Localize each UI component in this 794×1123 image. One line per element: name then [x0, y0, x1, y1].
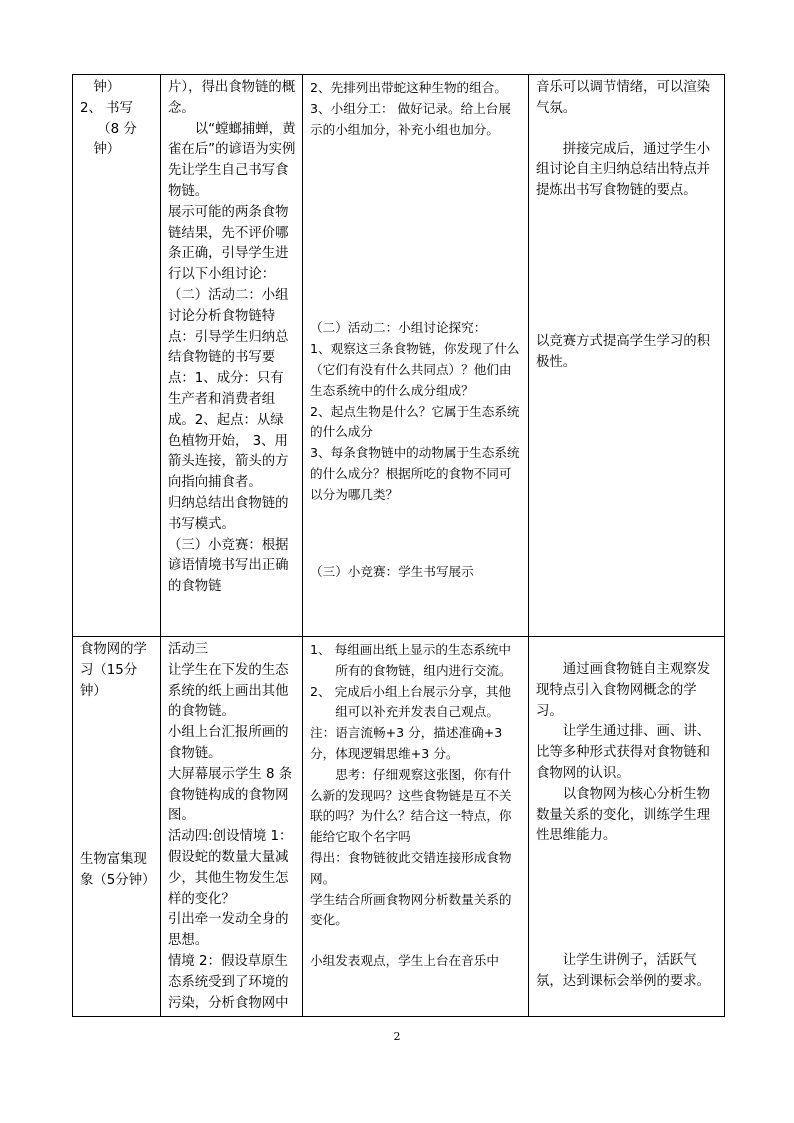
teacher-text: 活动三 — [168, 642, 209, 657]
design-intent-cell — [529, 637, 725, 1017]
intent-text: 让学生讲例子，活跃气氛，达到课标会举例的要求。 — [536, 953, 711, 989]
student-text: （二）活动二：小组讨论探究： — [310, 320, 487, 336]
student-text: 得出：食物链彼此交错连接形成食物网。 — [310, 849, 512, 886]
stage-text: 钟） — [93, 142, 121, 158]
stage-cell — [73, 637, 161, 1017]
teacher-activity-cell — [161, 637, 303, 1017]
student-text: 2、起点生物是什么？它属于生态系统的什么成分 — [310, 403, 520, 440]
stage-text: 生物富集现象（5分钟） — [80, 852, 156, 889]
student-text: 小组发表观点，学生上台在音乐中 — [310, 953, 499, 969]
teacher-text: 小组上台汇报所画的食物链。 — [168, 725, 289, 761]
teacher-text: 情境 2：假设草原生态系统受到了环境的污染，分析食物网中 — [168, 953, 289, 1011]
table-row — [73, 75, 725, 637]
stage-text: 食物网的学习（15分钟） — [80, 642, 147, 699]
teacher-text: 大屏幕展示学生 8 条食物链构成的食物网图。 — [168, 766, 293, 824]
design-intent-cell — [529, 75, 725, 637]
teacher-text: （三）小竞赛：根据谚语情境书写出正确的食物链 — [168, 537, 289, 595]
teacher-text: 归纳总结出食物链的书写模式。 — [168, 495, 289, 532]
intent-text: 拼接完成后，通过学生小组讨论自主归纳总结出特点并提炼出书写食物链的要点。 — [536, 141, 711, 199]
student-activity-cell — [303, 75, 529, 637]
stage-text: 2、 书写 — [80, 100, 133, 116]
student-text: 3、小组分工： 做好记录。给上台展示的小组加分，补充小组也加分。 — [310, 100, 511, 137]
teacher-text: 活动四:创设情境 1：假设蛇的数量大量减少，其他生物发生怎样的变化？ — [168, 829, 293, 907]
student-text: 注：语言流畅+3 分，描述准确+3 分，体现逻辑思维+3 分。 — [310, 725, 503, 761]
student-text: 2、 完成后小组上台展示分享，其他组可以补充并发表自己观点。 — [310, 683, 511, 720]
page-number: 2 — [393, 1030, 401, 1043]
student-activity-cell — [303, 637, 529, 1017]
student-text: 思考：仔细观察这张图，你有什么新的发现吗？这些食物链是互不关联的吗？为什么？结合这一特点，你能给它取个名字吗 — [310, 766, 512, 845]
student-text: 学生结合所画食物网分析数量关系的变化。 — [310, 891, 512, 928]
intent-text: 以食物网为核心分析生物数量关系的变化，训练学生理性思维能力。 — [536, 786, 711, 844]
stage-text: 钟） — [93, 80, 121, 95]
intent-text: 以竞赛方式提高学生学习的积极性。 — [536, 333, 711, 370]
teacher-text: 展示可能的两条食物链结果，先不评价哪条正确，引导学生进行以下小组讨论： — [168, 204, 289, 283]
teacher-text: 片），得出食物链的概念。 — [168, 80, 296, 116]
teacher-text: 引出牵一发动全身的思想。 — [168, 912, 289, 949]
intent-text: 音乐可以调节情绪，可以渲染气氛。 — [536, 80, 711, 116]
student-text: 2、先排列出带蛇这种生物的组合。 — [310, 80, 507, 95]
table-row — [73, 637, 725, 1017]
intent-text: 让学生通过排、画、讲、比等多种形式获得对食物链和食物网的认识。 — [536, 724, 711, 781]
student-text: （三）小竞赛：学生书写展示 — [310, 563, 474, 579]
teacher-text: （二）活动二：小组讨论分析食物链特点：引导学生归纳总结食物链的书写要点：1、成分：只有生产者和消费者组成。2、起点：从绿色植物开始， 3、用箭头连接，箭头的方向指向捕食者。 — [168, 287, 289, 491]
intent-text: 通过画食物链自主观察发现特点引入食物网概念的学习。 — [536, 662, 711, 719]
teacher-text: 让学生在下发的生态系统的纸上画出其他的食物链。 — [168, 662, 289, 720]
student-text: 1、 每组画出纸上显示的生态系统中所有的食物链，组内进行交流。 — [310, 642, 512, 678]
student-text: 3、每条食物链中的动物属于生态系统的什么成分？根据所吃的食物不同可以分为哪几类？ — [310, 445, 520, 502]
stage-cell — [73, 75, 161, 637]
stage-text: （8 分 — [97, 121, 137, 137]
teacher-text: 以“螳螂捕蝉，黄雀在后”的谚语为实例先让学生自己书写食物链。 — [168, 121, 296, 199]
lesson-plan-table — [72, 74, 725, 1017]
teacher-activity-cell — [161, 75, 303, 637]
student-text: 1、观察这三条食物链，你发现了什么（它们有没有什么共同点）？他们由生态系统中的什么成分组成？ — [310, 341, 520, 398]
